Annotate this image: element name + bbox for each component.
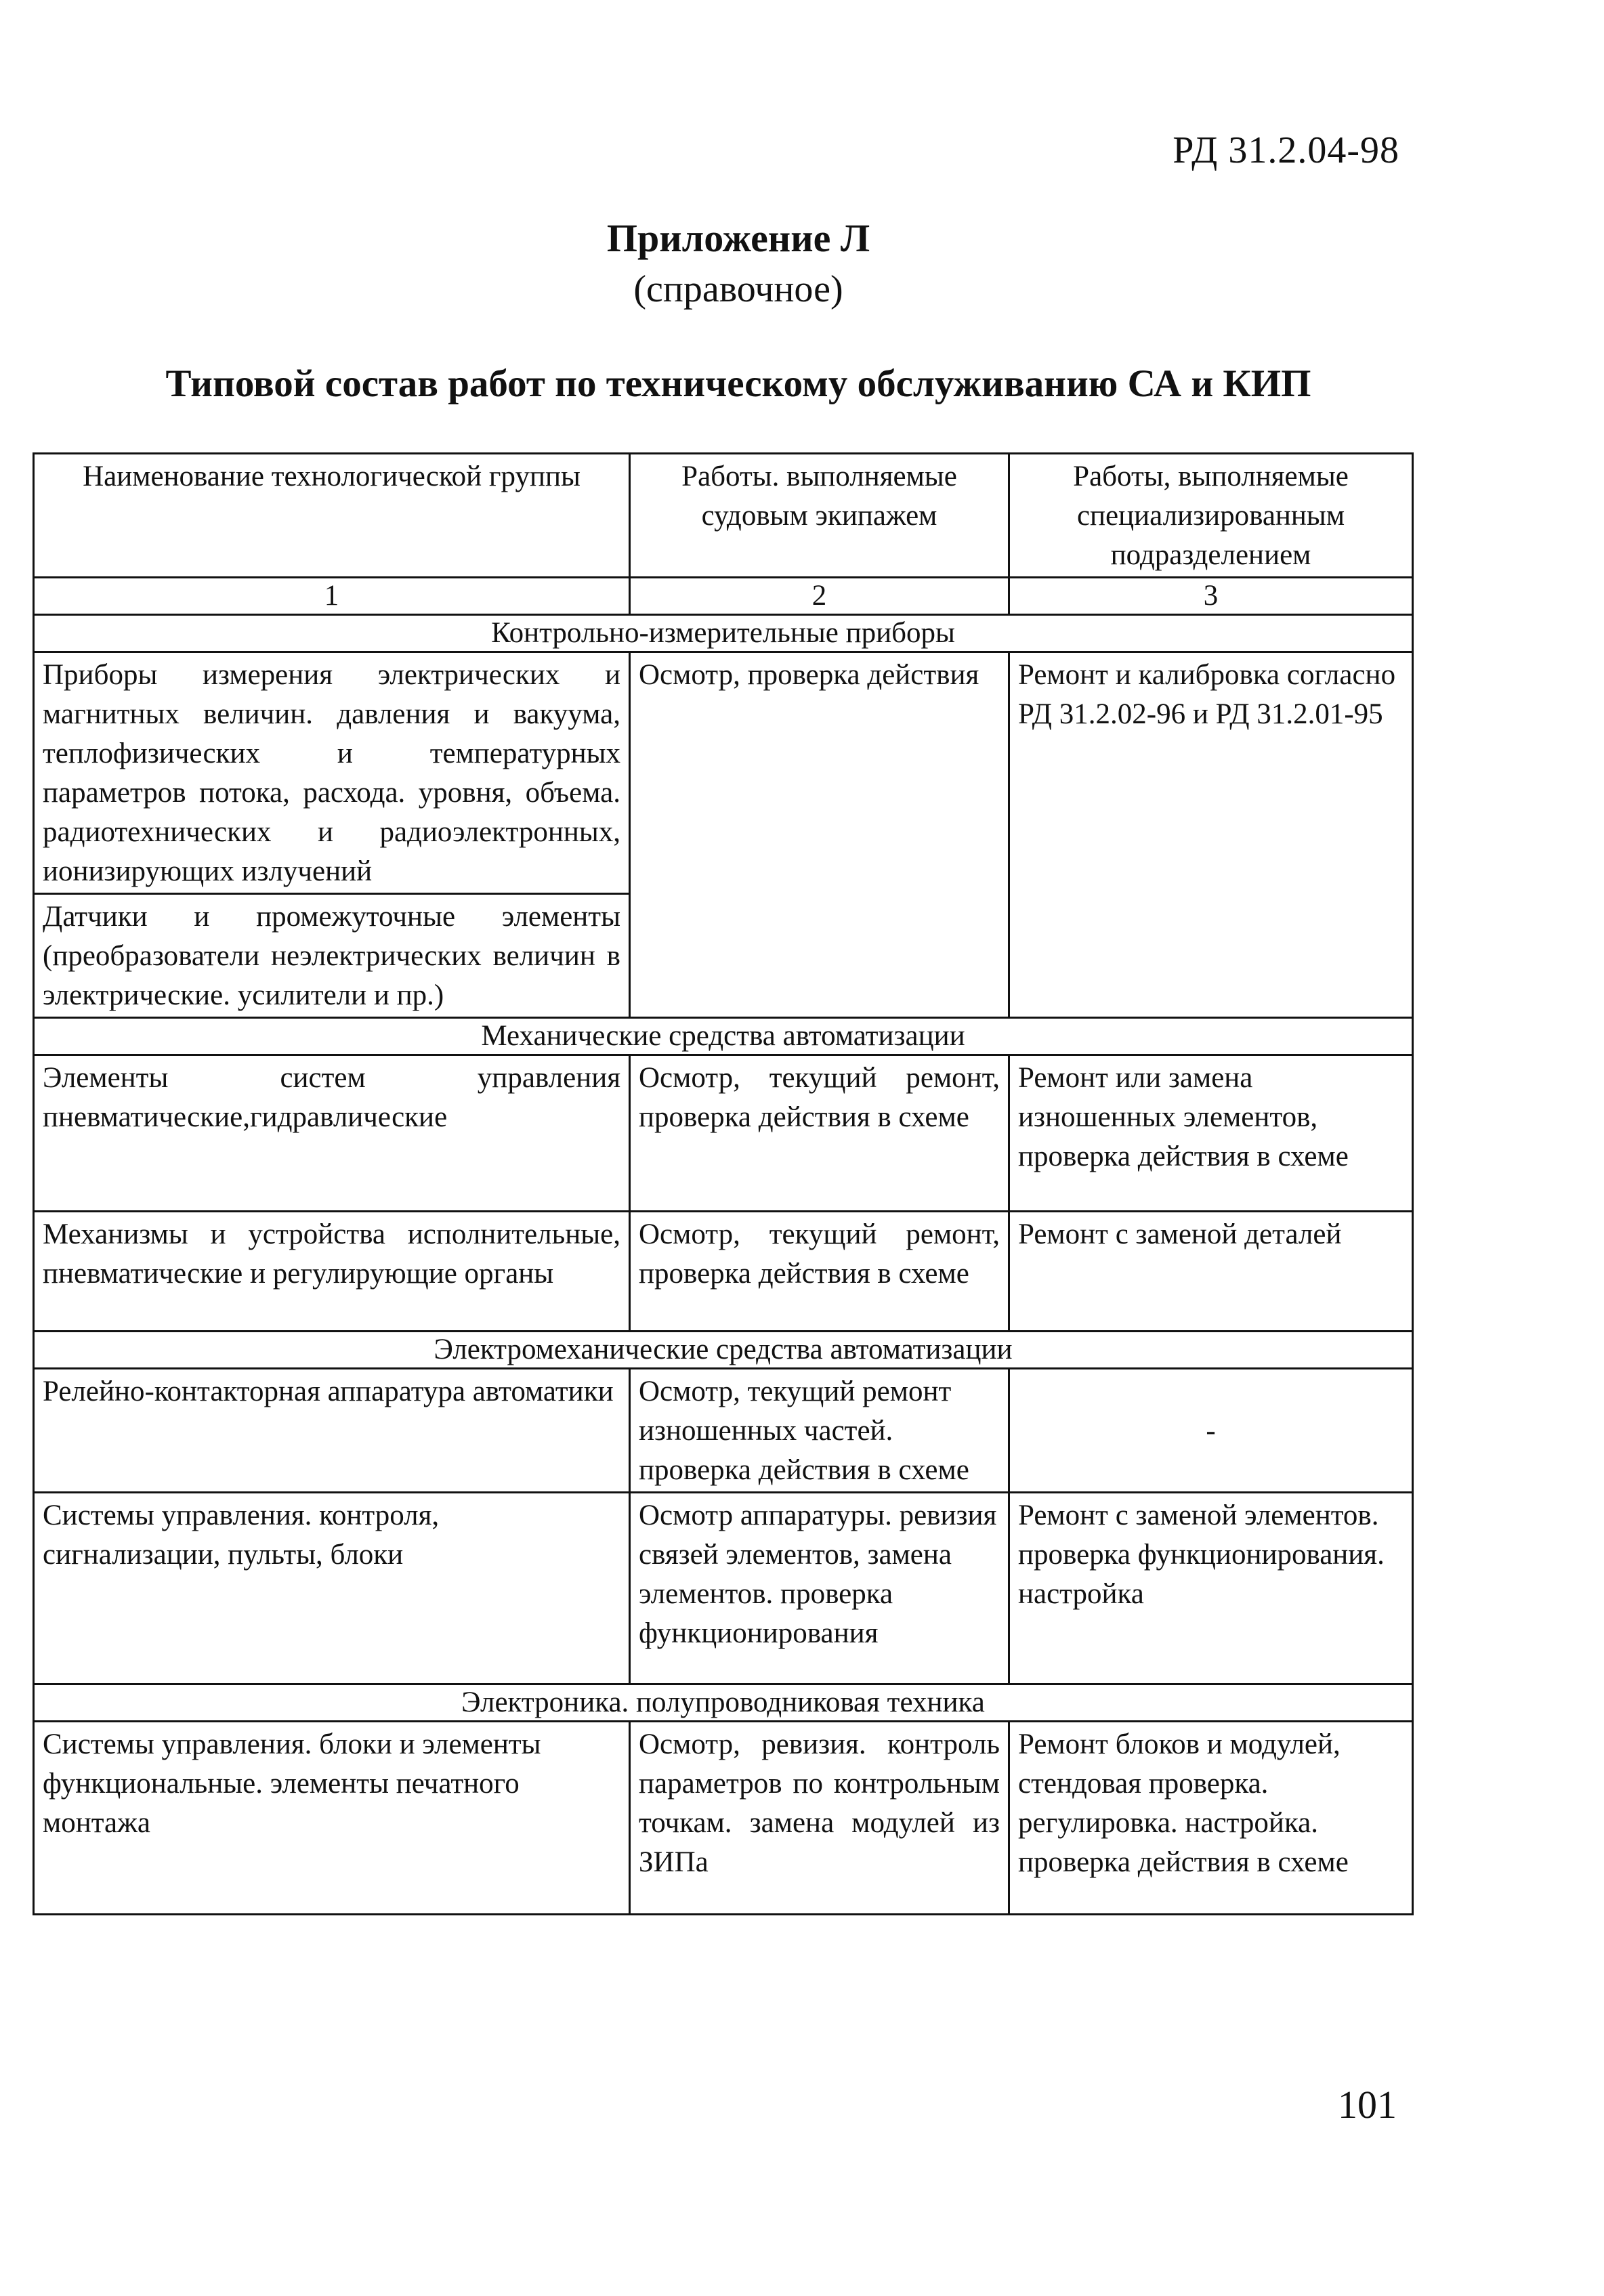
page-title: Типовой состав работ по техническому обслуживанию СА и КИП xyxy=(165,362,1311,405)
group-cell: Механизмы и устройства исполнительные, пневматические и регулирующие органы xyxy=(34,1212,630,1332)
table-row xyxy=(34,1722,1413,1915)
group-cell: Элементы систем управления пневматические,гидравлические xyxy=(34,1055,630,1212)
group-cell: Приборы измерения электрических и магнитных величин. давления и вакуума, теплофизических и температурных параметров потока, расхода. уровня, объема. радиотехнических и радиоэлектронных, ионизирующих излучений xyxy=(34,652,630,894)
maintenance-table xyxy=(33,452,1414,1915)
section-title-electronics: Электроника. полупроводниковая техника xyxy=(34,1684,1413,1722)
group-cell: Системы управления. блоки и элементы функциональные. элементы печатного монтажа xyxy=(34,1722,630,1915)
crew-work-cell: Осмотр, текущий ремонт, проверка действия в схеме xyxy=(630,1212,1009,1332)
table-row xyxy=(34,652,1413,894)
appendix-title: Приложение Л xyxy=(606,216,870,260)
section-row xyxy=(34,1332,1413,1369)
column-header-crew: Работы. выполняемые судовым экипажем xyxy=(630,454,1009,578)
column-number-row xyxy=(34,578,1413,615)
section-row xyxy=(34,1018,1413,1055)
crew-work-cell: Осмотр аппаратуры. ревизия связей элементов, замена элементов. проверка функционирования xyxy=(630,1493,1009,1684)
crew-work-cell: Осмотр, текущий ремонт изношенных частей. проверка действия в схеме xyxy=(630,1369,1009,1493)
specialized-work-cell: Ремонт блоков и модулей, стендовая проверка. регулировка. настройка. проверка действия в схеме xyxy=(1009,1722,1413,1915)
crew-work-cell: Осмотр, проверка действия xyxy=(630,652,1009,1018)
group-cell: Датчики и промежуточные элементы (преобразователи неэлектрических величин в электрические. усилители и пр.) xyxy=(34,894,630,1018)
specialized-work-cell: Ремонт с заменой деталей xyxy=(1009,1212,1413,1332)
section-row xyxy=(34,1684,1413,1722)
document-code: РД 31.2.04-98 xyxy=(1173,129,1399,171)
table-row xyxy=(34,1055,1413,1212)
appendix-subtitle: (справочное) xyxy=(633,268,843,310)
page-number: 101 xyxy=(1338,2083,1397,2127)
column-number: 3 xyxy=(1009,578,1413,615)
section-title-mechanical: Механические средства автоматизации xyxy=(34,1018,1413,1055)
table-header-row xyxy=(34,454,1413,578)
section-title-instruments: Контрольно-измерительные приборы xyxy=(34,615,1413,652)
column-header-group: Наименование технологической группы xyxy=(34,454,630,578)
crew-work-cell: Осмотр, текущий ремонт, проверка действия в схеме xyxy=(630,1055,1009,1212)
column-number: 2 xyxy=(630,578,1009,615)
column-number: 1 xyxy=(34,578,630,615)
table-row xyxy=(34,1493,1413,1684)
section-title-electromechanical: Электромеханические средства автоматизации xyxy=(34,1332,1413,1369)
column-header-specialized: Работы, выполняемые специализированным подразделением xyxy=(1009,454,1413,578)
specialized-work-cell: Ремонт с заменой элементов. проверка функционирования. настройка xyxy=(1009,1493,1413,1684)
section-row xyxy=(34,615,1413,652)
group-cell: Системы управления. контроля, сигнализации, пульты, блоки xyxy=(34,1493,630,1684)
group-cell: Релейно-контакторная аппаратура автоматики xyxy=(34,1369,630,1493)
crew-work-cell: Осмотр, ревизия. контроль параметров по контрольным точкам. замена модулей из ЗИПа xyxy=(630,1722,1009,1915)
table-row xyxy=(34,1212,1413,1332)
specialized-work-cell: Ремонт или замена изношенных элементов, проверка действия в схеме xyxy=(1009,1055,1413,1212)
maintenance-table-container xyxy=(33,452,1412,1915)
specialized-work-cell: - xyxy=(1009,1369,1413,1493)
specialized-work-cell: Ремонт и калибровка согласно РД 31.2.02-96 и РД 31.2.01-95 xyxy=(1009,652,1413,1018)
table-row xyxy=(34,1369,1413,1493)
